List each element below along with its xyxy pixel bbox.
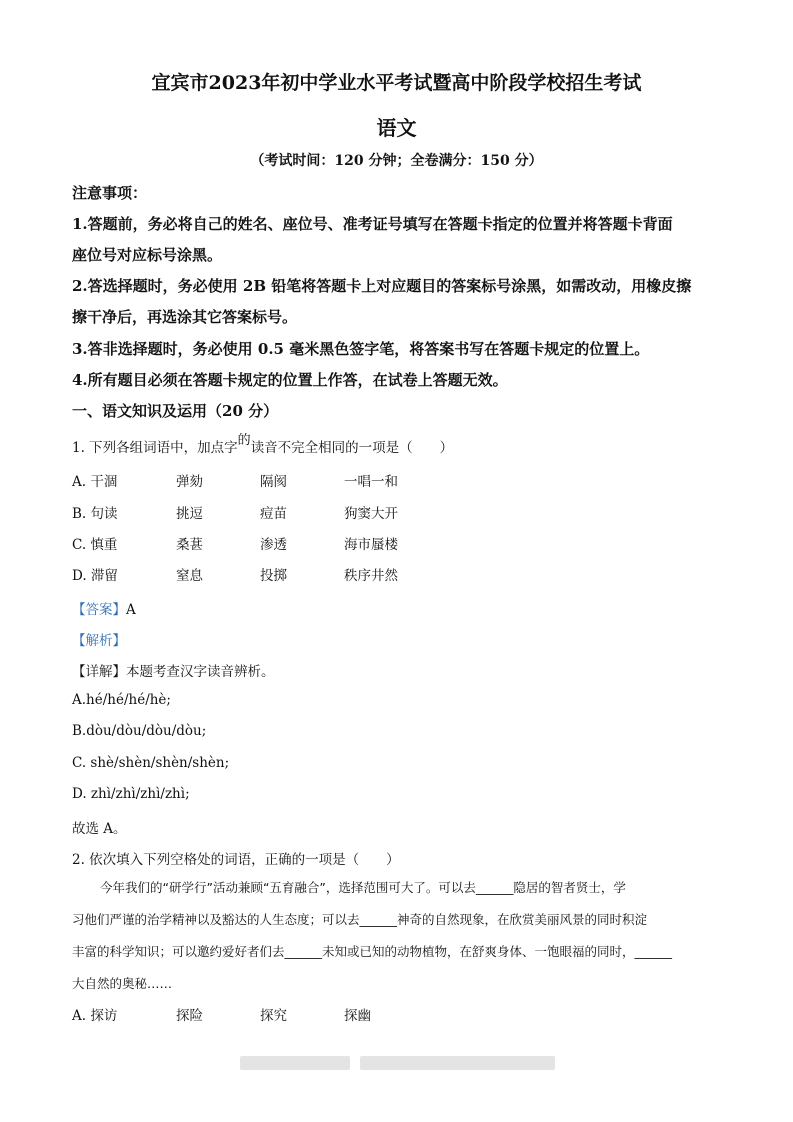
exam-title: 宜宾市2023年初中学业水平考试暨高中阶段学校招生考试	[151, 72, 642, 94]
q2-passage-line: 习他们严谨的治学精神以及豁达的人生态度；可以去______神奇的自然现象，在欣赏美丽风景的同时积淀	[72, 912, 648, 927]
pinyin-line: A.hé/hé/hé/hè;	[72, 692, 171, 708]
pinyin-line: B.dòu/dòu/dòu/dòu;	[72, 723, 207, 739]
exam-time: （考试时间：120 分钟；全卷满分：150 分）	[250, 153, 543, 169]
notice-item: 3.答非选择题时，务必使用 0.5 毫米黑色签字笔，将答案书写在答题卡规定的位置上。	[72, 340, 650, 358]
notice-item: 擦干净后，再选涂其它答案标号。	[72, 308, 298, 326]
section-heading: 一、语文知识及运用（20 分）	[72, 402, 279, 420]
notice-item: 2.答选择题时，务必使用 2B 铅笔将答题卡上对应题目的答案标号涂黑，如需改动，用橡皮擦	[72, 277, 692, 295]
subject-title: 语文	[376, 116, 417, 140]
notice-item: 座位号对应标号涂黑。	[72, 246, 223, 264]
q2-passage-line: 大自然的奥秘……	[72, 976, 173, 991]
analysis-tag: 【解析】	[72, 633, 126, 649]
notice-item: 1.答题前，务必将自己的姓名、座位号、准考证号填写在答题卡指定的位置并将答题卡背面	[72, 215, 673, 233]
exam-page: 宜宾市2023年初中学业水平考试暨高中阶段学校招生考试 语文 （考试时间：120 分钟；全卷满分：150 分） 注意事项： 1.答题前，务必将自己的姓名、座位号、准考证号填写在答题卡指定的位置并将答题卡背面 座位号对应标号涂黑。 2.答选择题时，务必使用 2B 铅笔将答题卡上对应题目的答案标号涂黑，如需改动，用橡皮擦 擦干净后，再选涂其它答案标号。 3.答非选择题时，务必使用 0.5 毫米黑色签字笔，将答案书写在答题卡规定的位置上。 4.所有题目必须在答题卡规定的位置上作答，在试卷上答题无效。 一、语文知识及运用（20 分） 1. 下列各组词语中，加点字的读音不完全相同的一项是（ ） A. 干涸 弹劾 隔阂 一唱一和 B. 句读 挑逗 痘苗 狗窦大开 C. 慎重 桑葚 渗透 海市蜃楼 D. 滞留 窒息 投掷 秩序井然 【答案】A 【解析】 【详解】本题考查汉字读音辨析。 A.hé/hé/hé/hè; B.dòu/dòu/dòu/dòu; C. shè/shèn/shèn/shèn; D. zhì/zhì/zhì/zhì; 故选 A。 2. 依次填入下列空格处的词语，正确的一项是（ ） 今年我们的“研学行”活动兼顾“五育融合”，选择范围可大了。可以去______隐居的智者贤士，学 习他们严谨的治学精神以及豁达的人生态度；可以去______神奇的自然现象，在欣赏美丽风景的同时积淀 丰富的科学知识；可以邀约爱好者们去______未知或已知的动物植物，在舒爽身体、一饱眼福的同时，______ 大自然的奥秘…… A. 探访 探险 探究 探幽	[0, 0, 793, 1122]
question-2-stem: 2. 依次填入下列空格处的词语，正确的一项是（ ）	[72, 852, 400, 868]
q2-passage-line: 今年我们的“研学行”活动兼顾“五育融合”，选择范围可大了。可以去______隐居的智者贤士，学	[100, 880, 626, 895]
pinyin-line: C. shè/shèn/shèn/shèn;	[72, 755, 230, 771]
pinyin-line: D. zhì/zhì/zhì/zhì;	[72, 786, 190, 802]
conclusion-line: 故选 A。	[72, 821, 127, 837]
answer-line	[72, 598, 136, 618]
notice-heading: 注意事项：	[72, 184, 148, 202]
q2-passage-line: 丰富的科学知识；可以邀约爱好者们去______未知或已知的动物植物，在舒爽身体、一饱眼福的同时，______	[72, 944, 673, 959]
notice-item: 4.所有题目必须在答题卡规定的位置上作答，在试卷上答题无效。	[72, 371, 508, 389]
question-1-stem: 1. 下列各组词语中，加点字的读音不完全相同的一项是（ ）	[72, 433, 454, 456]
answer-value: A	[126, 602, 136, 618]
blurred-watermark	[240, 1056, 350, 1070]
answer-tag: 【答案】	[72, 602, 126, 618]
blurred-watermark	[360, 1056, 555, 1070]
detail-line: 【详解】本题考查汉字读音辨析。	[72, 664, 275, 680]
